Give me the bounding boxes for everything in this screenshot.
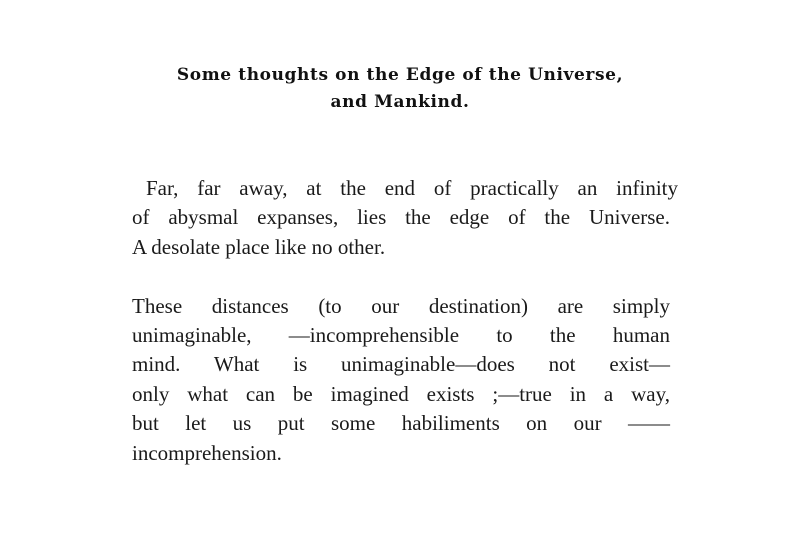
- paragraph-2-line-2: unimaginable, —incomprehensible to the human: [132, 323, 670, 347]
- paragraph-1-line-1: Far, far away, at the end of practically an infinity: [146, 176, 678, 200]
- document-title-line-1: Some thoughts on the Edge of the Universe,: [176, 65, 624, 85]
- paragraph-1-line-3: A desolate place like no other.: [132, 235, 386, 259]
- paragraph-1-line-2: of abysmal expanses, lies the edge of the Universe.: [132, 205, 670, 229]
- paragraph-2-line-5: but let us put some habiliments on our ——: [132, 411, 670, 435]
- paragraph-2-line-6: incomprehension.: [132, 441, 282, 465]
- paragraph-2-line-4: only what can be imagined exists ;—true in a way,: [132, 382, 670, 406]
- document-title-line-2: and Mankind.: [330, 92, 470, 112]
- paragraph-2-line-3: mind. What is unimaginable—does not exist—: [132, 352, 670, 376]
- paragraph-2-line-1: These distances (to our destination) are simply: [132, 294, 670, 318]
